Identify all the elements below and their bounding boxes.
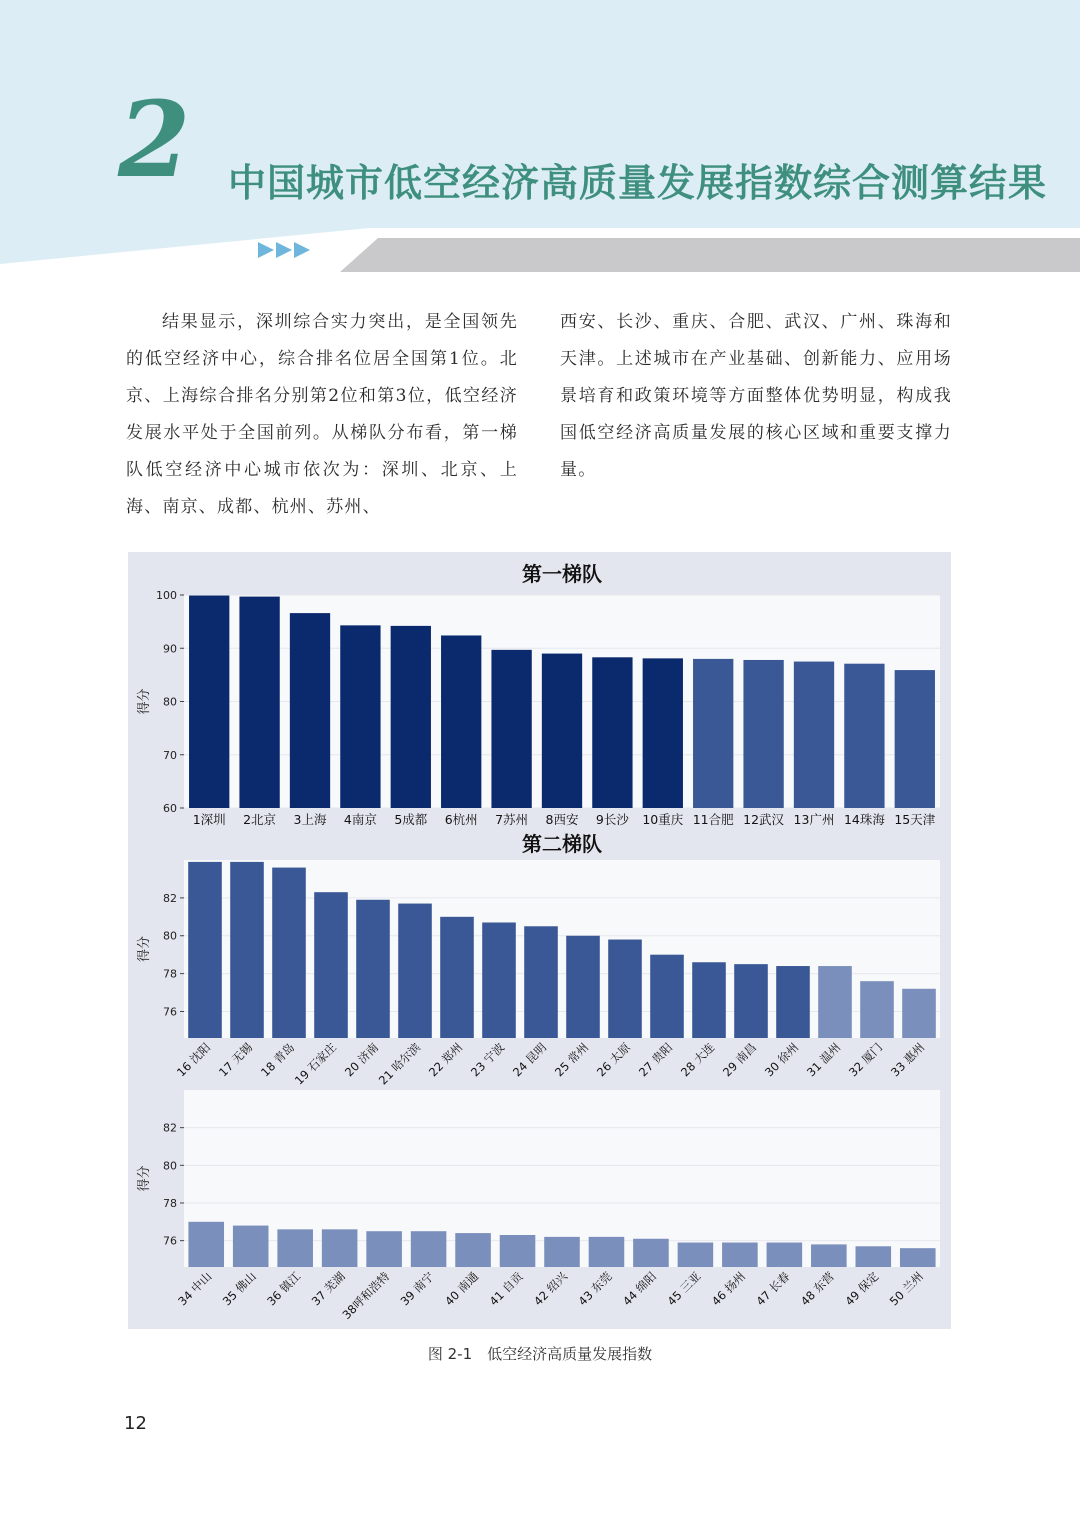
bar bbox=[650, 955, 684, 1038]
x-tick-label: 33 惠州 bbox=[888, 1040, 928, 1080]
x-tick-label: 40 南通 bbox=[442, 1269, 482, 1309]
bar bbox=[633, 1239, 669, 1267]
bar bbox=[491, 650, 531, 808]
bar bbox=[860, 981, 894, 1038]
bar bbox=[188, 1222, 224, 1267]
bar bbox=[818, 966, 852, 1038]
bar bbox=[608, 940, 642, 1038]
bar bbox=[391, 626, 431, 808]
bar bbox=[239, 597, 279, 808]
bar bbox=[188, 862, 222, 1038]
bar bbox=[366, 1231, 402, 1267]
x-tick-label: 6杭州 bbox=[444, 812, 478, 827]
y-tick-label: 82 bbox=[163, 891, 177, 905]
bar bbox=[743, 660, 783, 808]
bar bbox=[542, 654, 582, 808]
y-tick-label: 60 bbox=[163, 802, 177, 815]
x-tick-label: 50 兰州 bbox=[886, 1269, 926, 1309]
x-tick-label: 18 青岛 bbox=[258, 1040, 298, 1080]
x-tick-label: 20 济南 bbox=[342, 1040, 382, 1080]
bar bbox=[290, 613, 330, 808]
chart-title: 第二梯队 bbox=[522, 832, 602, 856]
page-number: 12 bbox=[124, 1413, 147, 1434]
x-tick-label: 24 昆明 bbox=[510, 1040, 550, 1080]
y-tick-label: 76 bbox=[163, 1005, 177, 1019]
body-paragraph-left: 结果显示，深圳综合实力突出，是全国领先的低空经济中心，综合排名位居全国第1位。北京、上海综合排名分别第2位和第3位，低空经济发展水平处于全国前列。从梯队分布看，第一梯队低空经济中心城市依次为：深圳、北京、上海、南京、成都、杭州、苏州、 bbox=[126, 312, 518, 517]
bar bbox=[811, 1244, 847, 1267]
bar bbox=[566, 936, 600, 1038]
chart-panel bbox=[128, 552, 951, 1329]
x-tick-label: 10重庆 bbox=[642, 812, 684, 827]
x-tick-label: 8西安 bbox=[545, 812, 579, 827]
bar bbox=[482, 922, 516, 1038]
x-tick-label: 5成都 bbox=[394, 812, 428, 827]
x-tick-label: 11合肥 bbox=[692, 812, 734, 827]
x-tick-label: 17 无锡 bbox=[216, 1040, 256, 1080]
chart-3 bbox=[137, 1090, 940, 1322]
x-tick-label: 23 宁波 bbox=[468, 1040, 508, 1080]
chart-title: 第一梯队 bbox=[522, 562, 602, 586]
bar bbox=[895, 670, 935, 808]
x-tick-label: 39 南宁 bbox=[397, 1269, 437, 1309]
x-tick-label: 29 南昌 bbox=[720, 1040, 760, 1080]
y-tick-label: 70 bbox=[163, 748, 177, 762]
y-tick-label: 78 bbox=[163, 967, 177, 981]
x-tick-label: 47 长春 bbox=[753, 1269, 793, 1309]
x-tick-label: 32 厦门 bbox=[846, 1040, 886, 1080]
x-tick-label: 31 温州 bbox=[804, 1040, 844, 1080]
x-tick-label: 7苏州 bbox=[495, 812, 529, 827]
bar bbox=[398, 904, 432, 1038]
bar bbox=[277, 1229, 313, 1267]
bar bbox=[767, 1243, 803, 1267]
bar bbox=[500, 1235, 536, 1267]
bar bbox=[440, 917, 474, 1038]
x-tick-label: 48 东营 bbox=[797, 1269, 837, 1309]
y-axis-label: 得分 bbox=[137, 688, 152, 715]
bar bbox=[592, 657, 632, 808]
bar bbox=[693, 659, 733, 808]
x-tick-label: 25 常州 bbox=[552, 1040, 592, 1080]
bar bbox=[794, 662, 834, 808]
bar bbox=[902, 989, 936, 1038]
x-tick-label: 9长沙 bbox=[595, 812, 629, 827]
bar bbox=[776, 966, 810, 1038]
x-tick-label: 14珠海 bbox=[843, 812, 885, 827]
bar bbox=[524, 926, 558, 1038]
x-tick-label: 30 徐州 bbox=[762, 1040, 802, 1080]
x-tick-label: 37 芜湖 bbox=[308, 1269, 348, 1309]
chart-2 bbox=[137, 832, 940, 1087]
y-axis-label: 得分 bbox=[137, 935, 152, 963]
bar bbox=[643, 658, 683, 808]
chapter-title: 中国城市低空经济高质量发展指数综合测算结果 bbox=[228, 160, 1048, 205]
chapter-number: 2 bbox=[118, 78, 191, 201]
bar bbox=[856, 1246, 892, 1267]
body-paragraph-right: 西安、长沙、重庆、合肥、武汉、广州、珠海和天津。上述城市在产业基础、创新能力、应用场景培育和政策环境等方面整体优势明显，构成我国低空经济高质量发展的核心区域和重要支撑力量。 bbox=[560, 312, 952, 480]
y-tick-label: 82 bbox=[163, 1121, 177, 1135]
bar bbox=[272, 868, 306, 1038]
x-tick-label: 35 佛山 bbox=[219, 1269, 259, 1309]
x-tick-label: 49 保定 bbox=[842, 1269, 882, 1309]
x-tick-label: 43 东莞 bbox=[575, 1269, 615, 1309]
y-tick-label: 80 bbox=[163, 929, 177, 943]
x-tick-label: 36 镇江 bbox=[264, 1269, 304, 1309]
y-tick-label: 100 bbox=[156, 589, 177, 602]
bar bbox=[356, 900, 390, 1038]
y-tick-label: 80 bbox=[163, 1159, 177, 1173]
bar bbox=[314, 892, 348, 1038]
bar bbox=[678, 1243, 714, 1267]
y-tick-label: 90 bbox=[163, 642, 177, 656]
bar bbox=[589, 1237, 625, 1267]
x-tick-label: 41 自贡 bbox=[486, 1269, 526, 1309]
x-tick-label: 13广州 bbox=[793, 812, 835, 827]
x-tick-label: 44 绵阳 bbox=[619, 1269, 660, 1309]
bar bbox=[844, 664, 884, 808]
bar bbox=[233, 1226, 269, 1267]
x-tick-label: 4南京 bbox=[343, 812, 377, 827]
x-tick-label: 45 三亚 bbox=[664, 1269, 704, 1309]
x-tick-label: 42 绍兴 bbox=[531, 1269, 571, 1309]
bar bbox=[722, 1243, 758, 1267]
bar bbox=[189, 596, 229, 808]
x-tick-label: 46 扬州 bbox=[708, 1269, 749, 1309]
x-tick-label: 1深圳 bbox=[192, 812, 226, 827]
x-tick-label: 3上海 bbox=[293, 812, 327, 827]
x-tick-label: 21 哈尔滨 bbox=[375, 1040, 424, 1088]
y-tick-label: 80 bbox=[163, 695, 177, 709]
bar bbox=[441, 635, 481, 808]
x-tick-label: 19 石家庄 bbox=[291, 1040, 340, 1088]
x-tick-label: 22 郑州 bbox=[426, 1040, 466, 1080]
x-tick-label: 34 中山 bbox=[175, 1269, 215, 1309]
chart-1 bbox=[137, 562, 940, 827]
x-tick-label: 15天津 bbox=[894, 812, 936, 827]
bar bbox=[230, 862, 264, 1038]
bar bbox=[734, 964, 768, 1038]
bar bbox=[692, 962, 726, 1038]
x-tick-label: 28 大连 bbox=[678, 1040, 718, 1080]
y-tick-label: 78 bbox=[163, 1196, 177, 1210]
x-tick-label: 16 沈阳 bbox=[174, 1040, 214, 1080]
bar bbox=[322, 1229, 358, 1267]
figure-caption: 图 2-1 低空经济高质量发展指数 bbox=[427, 1345, 653, 1363]
triple-arrow-icon bbox=[258, 240, 318, 260]
bar bbox=[340, 625, 380, 808]
y-tick-label: 76 bbox=[163, 1234, 177, 1248]
bar bbox=[411, 1231, 447, 1267]
x-tick-label: 2北京 bbox=[243, 812, 277, 827]
bar bbox=[544, 1237, 580, 1267]
x-tick-label: 27 贵阳 bbox=[636, 1040, 676, 1080]
bar bbox=[455, 1233, 491, 1267]
x-tick-label: 26 太原 bbox=[594, 1040, 634, 1080]
x-tick-label: 38呼和浩特 bbox=[339, 1269, 393, 1323]
x-tick-label: 12武汉 bbox=[743, 812, 785, 827]
bar bbox=[900, 1248, 936, 1267]
y-axis-label: 得分 bbox=[137, 1165, 152, 1192]
bar-charts bbox=[128, 552, 951, 1329]
